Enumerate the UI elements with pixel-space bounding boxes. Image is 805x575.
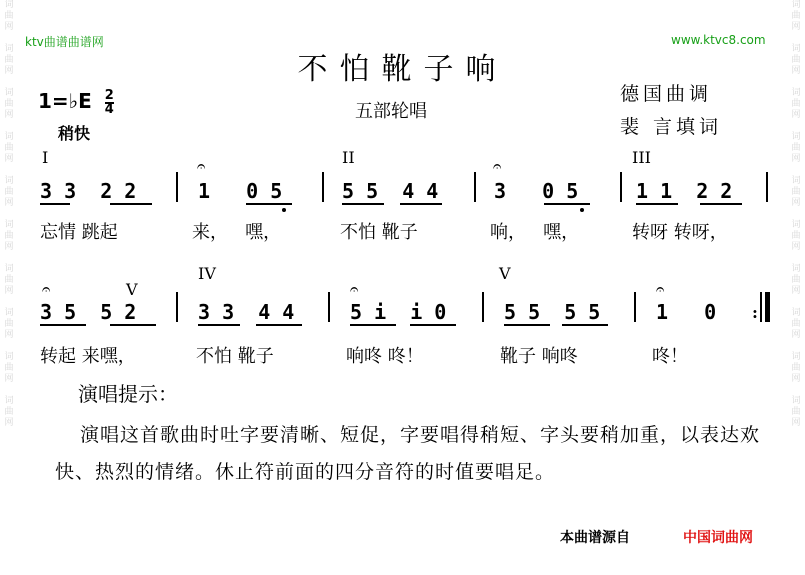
fermata-icon: 𝄐 (493, 157, 502, 175)
section-mark-5: V (499, 264, 511, 283)
underline (246, 203, 292, 205)
underline (410, 324, 456, 326)
barline (620, 172, 622, 202)
song-title: 不怕靴子响 (297, 52, 508, 87)
barline (634, 292, 636, 322)
credit-music: 德国曲调 (620, 83, 713, 105)
section-mark-3: III (632, 148, 651, 167)
fermata-icon: 𝄐 (656, 280, 665, 298)
lyrics-1-1: 忘情 跳起 (40, 222, 118, 243)
notes-2-1: 3 5 5 2 (40, 300, 137, 324)
low-octave-dot (580, 208, 584, 212)
notes-2-4: 5 5 5 5 (504, 300, 601, 324)
lyrics-1-3: 不怕 靴子 (340, 222, 418, 243)
underline (198, 324, 240, 326)
barline (176, 172, 178, 202)
underline (636, 203, 678, 205)
side-watermark-left: 词曲网 词曲网 词曲网 词曲网 词曲网 词曲网 词曲网 词曲网 词曲网 词曲网 (4, 0, 14, 428)
underline (400, 203, 442, 205)
notes-1-4: 3 0 5 (494, 179, 579, 203)
underline (110, 324, 156, 326)
notes-2-3: 5 i i 0 (350, 300, 447, 324)
underline (350, 324, 396, 326)
section-mark-4: IV (198, 264, 216, 283)
breath-mark: V (126, 280, 138, 299)
underline (562, 324, 608, 326)
fermata-icon: 𝄐 (350, 280, 359, 298)
barline (322, 172, 324, 202)
notes-2-5: 1 0 (656, 300, 717, 324)
underline (544, 203, 590, 205)
lyrics-2-3: 响咚 咚！ (346, 346, 424, 367)
barline (328, 292, 330, 322)
lyrics-1-4: 响， 嘿， (490, 222, 580, 243)
final-barline-thin (760, 292, 762, 322)
lyrics-2-2: 不怕 靴子 (196, 346, 274, 367)
notes-1-5: 1 1 2 2 (636, 179, 733, 203)
barline (766, 172, 768, 202)
credit-lyrics: 裴 言填词 (620, 116, 723, 138)
lyrics-1-2: 来， 嘿， (192, 222, 282, 243)
watermark-right: www.ktvc8.com (671, 33, 766, 47)
source-label: 本曲谱源自 (560, 530, 630, 546)
underline (110, 203, 152, 205)
hints-text: 演唱这首歌曲时吐字要清晰、短促，字要唱得稍短、字头要稍加重，以表达欢快、热烈的情绪。休止符前面的四分音符的时值要唱足。 (55, 424, 761, 483)
underline (700, 203, 742, 205)
lyrics-2-4: 靴子 响咚 (500, 346, 578, 367)
underline (40, 203, 70, 205)
repeat-sign-icon: : (752, 303, 758, 322)
tempo-marking: 稍快 (58, 124, 91, 143)
source-site-link[interactable]: 中国词曲网 (683, 530, 753, 546)
underline (256, 324, 302, 326)
notes-1-1: 3 3 2 2 (40, 179, 137, 203)
barline (176, 292, 178, 322)
section-mark-2: II (342, 148, 355, 167)
watermark-left: ktv曲谱曲谱网 (25, 35, 104, 49)
underline (40, 324, 86, 326)
key-signature: 1=♭E $\frac{2}{4}$ (38, 87, 114, 117)
notes-1-2: 1 0 5 (198, 179, 283, 203)
underline (342, 203, 384, 205)
lyrics-2-1: 转起 来嘿， (40, 346, 136, 367)
hints-heading: 演唱提示： (78, 382, 178, 406)
barline (482, 292, 484, 322)
lyrics-2-5: 咚！ (652, 346, 688, 367)
time-signature-top: 2 (104, 87, 114, 103)
notes-2-2: 3 3 4 4 (198, 300, 295, 324)
final-barline-thick (765, 292, 770, 322)
fermata-icon: 𝄐 (42, 280, 51, 298)
fermata-icon: 𝄐 (197, 157, 206, 175)
side-watermark-right: 词曲网 词曲网 词曲网 词曲网 词曲网 词曲网 词曲网 词曲网 词曲网 词曲网 (791, 0, 801, 428)
subtitle: 五部轮唱 (355, 101, 427, 122)
barline (474, 172, 476, 202)
low-octave-dot (282, 208, 286, 212)
lyrics-1-5: 转呀 转呀， (632, 222, 728, 243)
time-signature-bottom: 4 (104, 101, 114, 117)
underline (504, 324, 550, 326)
notes-1-3: 5 5 4 4 (342, 179, 439, 203)
section-mark-1: I (42, 148, 49, 167)
